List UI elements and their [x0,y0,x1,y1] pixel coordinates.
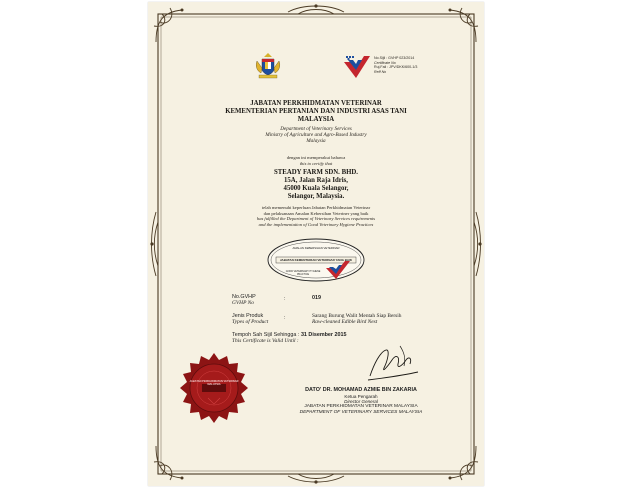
issuing-authority-title-en [188,126,444,144]
agency-name-en: Department of Veterinary Services [280,126,352,132]
signature-icon [360,342,424,386]
gvhp-no-label-en: GVHP No [232,300,254,306]
gvhp-no-colon: : [284,296,286,302]
statement-ms-line1: telah memenuhi keperluan Jabatan Perkhidmatan Veterinar [261,205,371,210]
signatory-title-en: Director General [344,399,378,404]
signatory-department-ms: JABATAN PERKHIDMATAN VETERINAR MALAYSIA [304,404,418,410]
statement-ms-line2: dan pelaksanaan Amalan Kebersihan Veteriner yang baik [263,210,369,216]
file-reference-label-en: Reff No [374,69,387,74]
certificate-page [148,2,484,486]
gvhp-seal [266,237,366,283]
product-type-value-en: Raw-cleaned Edible Bird Nest [312,319,378,325]
issuing-authority-title [188,100,444,124]
product-type-label: Jenis Produk [232,313,264,319]
ministry-name-en: Ministry of Agriculture and Agro-Based Industry [265,132,367,138]
company-address-line1: 15A, Jalan Raja Idris, [283,177,348,184]
file-reference: Ruj.Fail : JPV/DKK/600-1/3 [374,65,418,70]
dvs-logo-icon [342,54,372,80]
red-wax-seal-icon [178,352,250,424]
signatory-title-ms: Ketua Pengarah [344,393,378,399]
country-name-ms: MALAYSIA [297,116,335,123]
company-block [188,169,444,201]
signatory-name: DATO' DR. MOHAMAD AZMIE BIN ZAKARIA [305,387,417,393]
validity-date: 31 Disember 2015 [300,332,347,338]
certify-text-en: this to certify that [299,160,333,166]
certify-statement [188,155,444,166]
country-name-en: Malaysia [306,138,326,144]
statement-en-line1: has fulfilled the Department of Veterinary Services requirements [256,216,376,222]
seal-bottom-text: GOOD VETERINARY HYGIENE PRACTICE [285,270,321,276]
reference-block [374,56,456,74]
agency-name-ms: JABATAN PERKHIDMATAN VETERINAR [250,100,382,107]
gvhp-no-label: No.GVHP [232,294,256,300]
compliance-statement [178,205,454,227]
certify-text-ms: dengan ini memperakui bahawa [286,155,346,160]
wax-seal-text: JABATAN PERKHIDMATAN VETERINAR MALAYSIA [189,380,239,386]
malaysia-coat-of-arms-icon [254,52,282,80]
company-name: STEADY FARM SDN. BHD. [273,169,359,176]
certificate-number: No.Sijil : GVHP 023/2014 [374,56,415,60]
seal-top-text: AMALAN KEBERSIHAN VETERINAR [292,246,340,250]
product-type-value: Sarang Burung Walit Mentah Siap Bersih [312,313,402,319]
statement-en-line2: and the implementation of Good Veterinary Hygiene Practices [258,221,374,227]
company-address-line2: 45000 Kuala Selangor, [283,185,349,192]
validity-label: Tempoh Sah Sijil Sehingga : [232,332,300,338]
company-address-line3: Selangor, Malaysia. [287,193,345,200]
product-type-label-en: Types of Product [232,319,269,325]
certificate-number-label-en: Certificate No [374,60,396,65]
signatory-department-en: DEPARTMENT OF VETERINARY SERVICES MALAYSIA [299,410,423,415]
signatory-block [276,387,446,416]
ministry-name-ms: KEMENTERIAN PERTANIAN DAN INDUSTRI ASAS TANI [225,108,407,115]
gvhp-no-value: 019 [312,295,321,301]
validity-label-en: This Certificate is Valid Until : [232,338,299,344]
seal-band-text: JABATAN KEMENTERIAN VETERINAR YANG BAIK [279,258,353,262]
product-type-colon: : [284,315,286,321]
